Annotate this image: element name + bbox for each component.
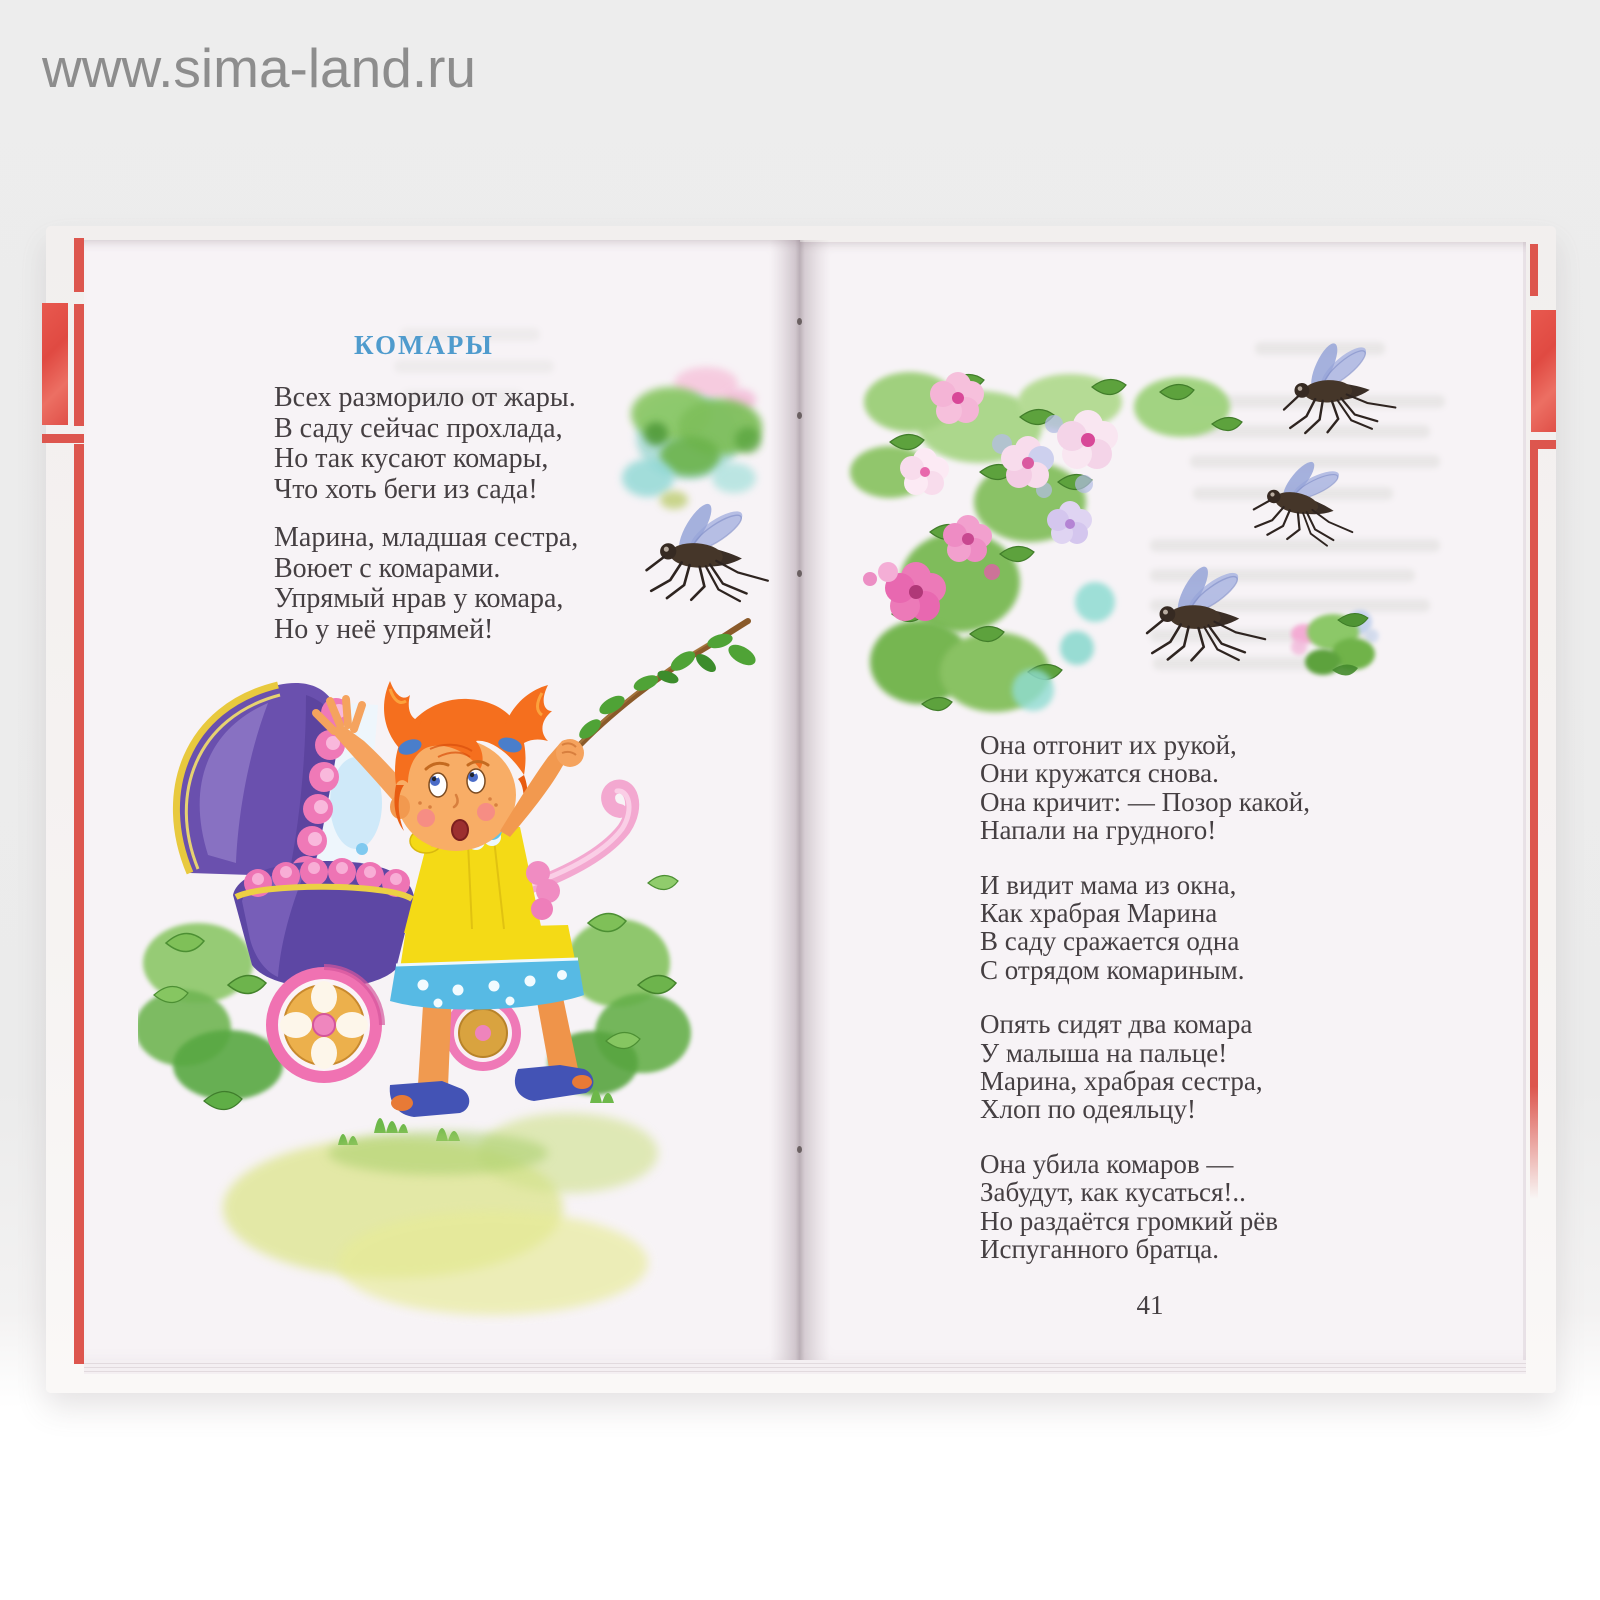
stanza bbox=[980, 871, 1310, 985]
right-poem bbox=[980, 731, 1310, 1264]
spine-stitch-dot bbox=[797, 412, 802, 419]
poem-line: Они кружатся снова. bbox=[980, 758, 1219, 789]
poem-line: Она отгонит их рукой, bbox=[980, 730, 1237, 760]
poem-title: КОМАРЫ bbox=[354, 330, 494, 360]
cover-stripe-left bbox=[74, 304, 84, 426]
cover-stripe-left bbox=[74, 444, 84, 1364]
left-poem bbox=[274, 383, 578, 645]
poem-line: У малыша на пальце! bbox=[980, 1037, 1228, 1068]
poem-line: Марина, младшая сестра, bbox=[274, 522, 579, 553]
cover-red-block-right bbox=[1531, 310, 1556, 432]
poem-line: В саду сейчас прохлада, bbox=[274, 412, 563, 444]
poem-line: Испуганного братца. bbox=[980, 1234, 1220, 1265]
poem-line: Она убила комаров — bbox=[980, 1148, 1234, 1179]
stanza bbox=[980, 1150, 1310, 1264]
poem-line: Всех разморило от жары. bbox=[274, 382, 576, 413]
poem-line: И видит мама из окна, bbox=[980, 869, 1237, 900]
spine-stitch-dot bbox=[797, 318, 802, 325]
poem-line: Как храбрая Марина bbox=[980, 898, 1218, 929]
poem-line: В саду сражается одна bbox=[980, 926, 1240, 957]
mosquito-icon bbox=[632, 488, 781, 610]
poem-line: Напали на грудного! bbox=[980, 815, 1217, 846]
cover-stripe-right bbox=[1530, 244, 1538, 296]
poem-line: Что хоть беги из сада! bbox=[274, 473, 538, 505]
stanza bbox=[980, 1010, 1310, 1124]
page-edges bbox=[84, 1360, 1526, 1374]
mosquito-icon bbox=[1270, 331, 1404, 438]
cover-red-line-right bbox=[1530, 440, 1556, 449]
cover-red-block-left bbox=[42, 303, 68, 425]
poem-line: С отрядом комариным. bbox=[980, 954, 1245, 985]
flower-sprig-illustration bbox=[1288, 592, 1388, 692]
poem-line: Марина, храбрая сестра, bbox=[980, 1066, 1263, 1097]
stanza bbox=[980, 731, 1310, 845]
cover-red-line-left bbox=[42, 434, 84, 443]
poem-line: Она кричит: — Позор какой, bbox=[980, 786, 1310, 817]
cover-stripe-right bbox=[1530, 449, 1538, 1199]
poem-line: Но у неё упрямей! bbox=[274, 613, 494, 645]
stanza bbox=[274, 523, 578, 645]
poem-line: Но так кусают комары, bbox=[274, 443, 549, 474]
poem-line: Но раздаётся громкий рёв bbox=[980, 1205, 1279, 1236]
page-showthrough bbox=[394, 360, 554, 373]
flowers-illustration bbox=[830, 332, 1250, 732]
poem-line: Воюет с комарами. bbox=[274, 552, 501, 584]
girl-with-pram-illustration bbox=[138, 598, 793, 1338]
page-number: 41 bbox=[1136, 1290, 1164, 1320]
poem-line: Забудут, как кусаться!.. bbox=[980, 1177, 1246, 1208]
spine-stitch-dot bbox=[797, 1146, 802, 1153]
pram-front-wheel bbox=[266, 967, 382, 1083]
stanza bbox=[274, 383, 578, 505]
poem-line: Упрямый нрав у комара, bbox=[274, 583, 564, 614]
poem-line: Опять сидят два комара bbox=[980, 1009, 1253, 1040]
spine-stitch-dot bbox=[797, 570, 802, 577]
watermark: www.sima-land.ru bbox=[42, 37, 477, 99]
poem-line: Хлоп по одеяльцу! bbox=[980, 1094, 1196, 1125]
cover-stripe-left bbox=[74, 238, 84, 292]
